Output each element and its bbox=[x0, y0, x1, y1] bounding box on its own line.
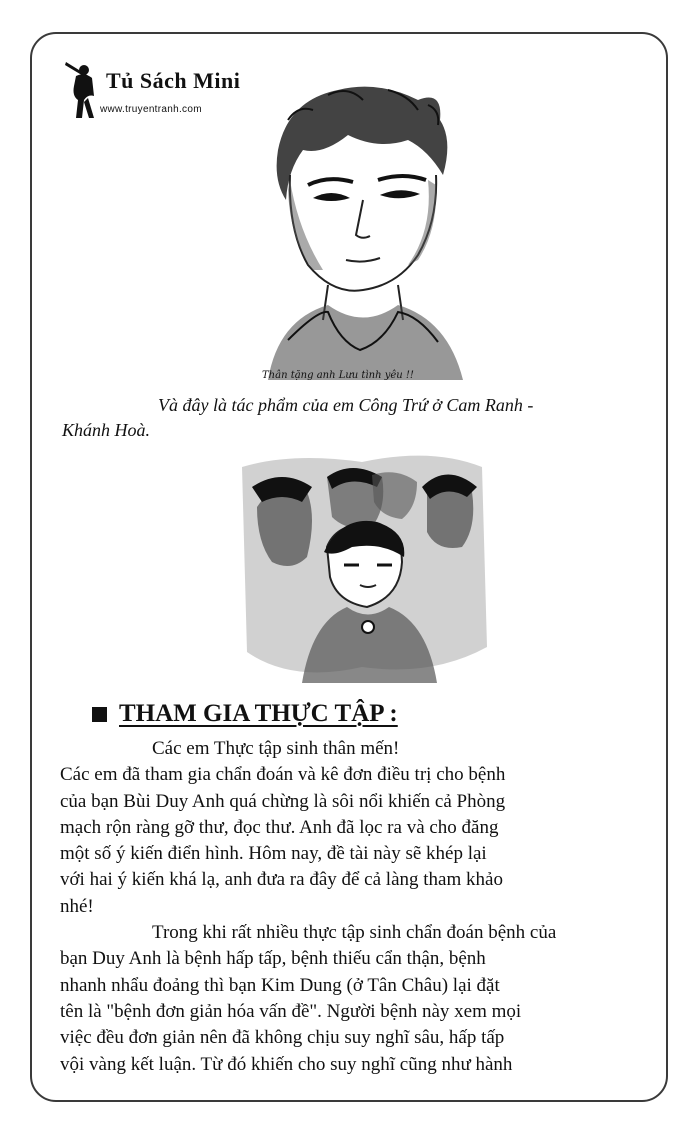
body-line: bạn Duy Anh là bệnh hấp tấp, bệnh thiếu cẩn thận, bệnh bbox=[60, 948, 486, 970]
body-line: việc đều đơn giản nên đã không chịu suy nghĩ sâu, hấp tấp bbox=[60, 1027, 505, 1049]
body-line: Các em đã tham gia chẩn đoán và kê đơn điều trị cho bệnh bbox=[60, 764, 506, 786]
logo-url: www.truyentranh.com bbox=[100, 104, 202, 115]
sketch-portrait-image bbox=[228, 80, 490, 380]
logo-title: Tủ Sách Mini bbox=[106, 68, 241, 93]
body-line: Các em Thực tập sinh thân mến! bbox=[152, 738, 400, 759]
bullet-square-icon bbox=[92, 707, 107, 722]
body-line: với hai ý kiến khá lạ, anh đưa ra đây để cả làng tham khảo bbox=[60, 869, 503, 891]
article-body bbox=[60, 736, 640, 1078]
section-heading bbox=[92, 700, 398, 728]
body-line: của bạn Bùi Duy Anh quá chừng là sôi nổi khiến cả Phòng bbox=[60, 790, 506, 812]
body-line: tên là "bệnh đơn giản hóa vấn đề". Người bệnh này xem mọi bbox=[60, 1000, 522, 1022]
body-line: mạch rộn ràng gỡ thư, đọc thư. Anh đã lọc ra và cho đăng bbox=[60, 816, 499, 838]
body-line: Trong khi rất nhiều thực tập sinh chẩn đoán bệnh của bbox=[152, 922, 557, 944]
body-line: vội vàng kết luận. Từ đó khiến cho suy nghĩ cũng như hành bbox=[60, 1053, 513, 1075]
sketch-group-image bbox=[232, 447, 494, 683]
credit-line: Khánh Hoà. bbox=[62, 420, 151, 440]
artwork-credit bbox=[62, 393, 642, 443]
section-title: THAM GIA THỰC TẬP : bbox=[119, 700, 398, 727]
body-line: nhé! bbox=[60, 895, 94, 917]
body-line: một số ý kiến điển hình. Hôm nay, đề tài này sẽ khép lại bbox=[60, 843, 487, 865]
credit-line: Và đây là tác phẩm của em Công Trứ ở Cam Ranh - bbox=[158, 395, 534, 415]
sketch-caption: Thân tặng anh Lưu tình yêu !! bbox=[262, 370, 414, 381]
body-line: nhanh nhẩu đoảng thì bạn Kim Dung (ở Tân Châu) lại đặt bbox=[60, 974, 500, 996]
